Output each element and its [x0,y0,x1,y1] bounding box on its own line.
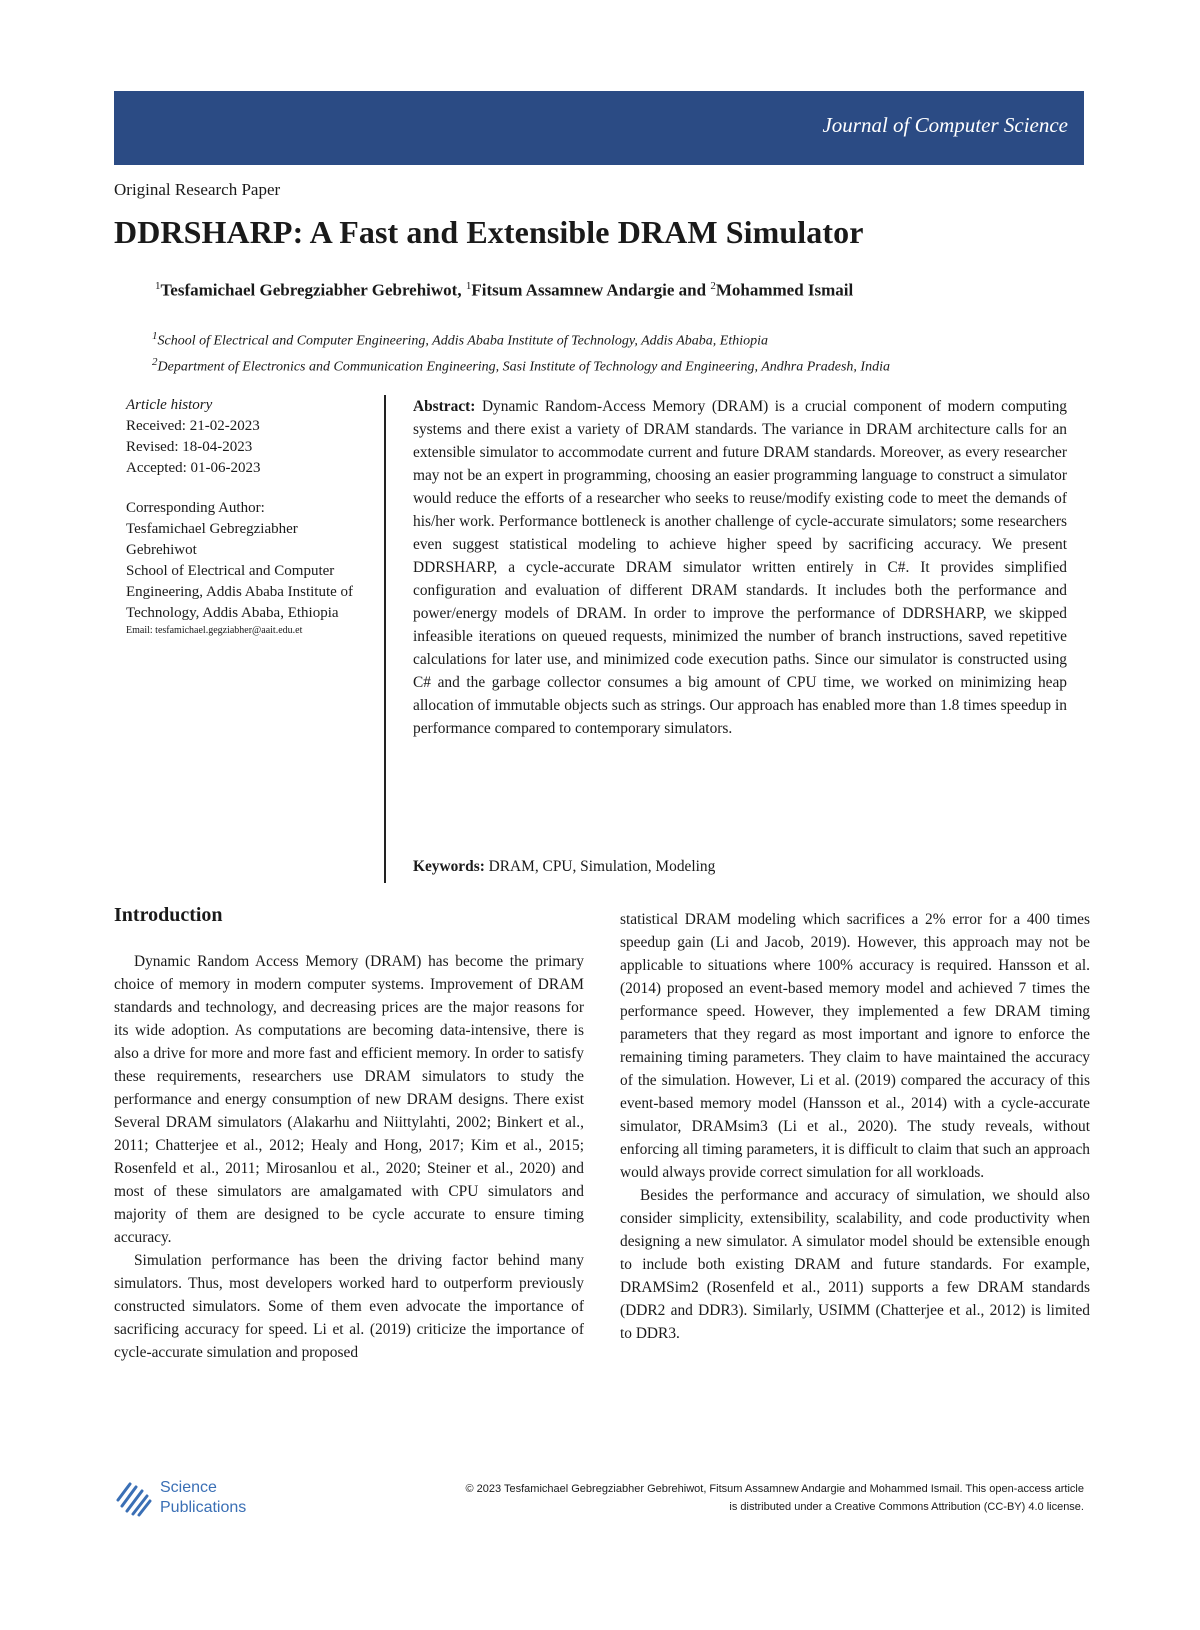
paper-type: Original Research Paper [114,180,281,199]
intro-paragraph-4: Besides the performance and accuracy of simulation, we should also consider simplicity, extensibility, scalability, and code productivity when designing a new simulator. A simulator model should be extensible enough to include both existing DRAM and future standards. For example, DRAMSim2 (Rosenfeld et al., 2011) supports a few DRAM standards (DDR2 and DDR3). Similarly, USIMM (Chatterjee et al., 2012) is limited to DDR3. [620,1187,1090,1342]
author-2-sup: 1 [465,280,472,292]
journal-banner [114,91,1084,165]
authors-line [155,280,853,301]
keywords-label: Keywords: [413,858,485,875]
section-heading-introduction: Introduction [114,904,223,926]
abstract-label: Abstract: [413,398,476,415]
affiliations [152,326,890,377]
affiliation-1-text: School of Electrical and Computer Engineering, Addis Ababa Institute of Technology, Addis Ababa, Ethiopia [157,333,769,349]
keywords [413,858,715,876]
left-column [114,950,584,1364]
affiliation-1 [152,326,890,352]
affiliation-2-text: Department of Electronics and Communication Engineering, Sasi Institute of Technology and Engineering, Andhra Pradesh, India [157,359,890,375]
author-3: Mohammed Ismail [715,280,854,300]
copyright-line-1: © 2023 Tesfamichael Gebregziabher Gebrehiwot, Fitsum Assamnew Andargie and Mohammed Ismail. This open-access article [465,1483,1084,1495]
publisher-logo [114,1478,284,1522]
article-history [126,395,366,638]
intro-paragraph-1: Dynamic Random Access Memory (DRAM) has become the primary choice of memory in modern computer systems. Improvement of DRAM standards and technology, and decreasing prices are the major reasons for its wide adoption. As computations are becoming data-intensive, there is also a drive for more and more fast and efficient memory. In order to satisfy these requirements, researchers use DRAM simulators to study the performance and energy consumption of new DRAM designs. There exist Several DRAM simulators (Alakarhu and Niittylahti, 2002; Binkert et al., 2011; Chatterjee et al., 2012; Healy and Hong, 2017; Kim et al., 2015; Rosenfeld et al., 2011; Mirosanlou et al., 2020; Steiner et al., 2020) and most of these simulators are amalgamated with CPU simulators and majority of them are designed to be cycle accurate to ensure timing accuracy. [114,953,584,1246]
affiliation-2-sup: 2 [152,355,158,368]
keywords-text: DRAM, CPU, Simulation, Modeling [484,858,716,875]
corr-email[interactable]: Email: tesfamichael.gegziabher@aait.edu.et [126,625,303,636]
revised-date: Revised: 18-04-2023 [126,439,253,455]
author-2: Fitsum Assamnew Andargie and [471,280,711,300]
right-column [620,908,1090,1345]
journal-title: Journal of Computer Science [822,113,1068,137]
author-3-sup: 2 [710,280,716,292]
accepted-date: Accepted: 01-06-2023 [126,460,261,476]
author-1-sup: 1 [155,280,161,292]
copyright-notice [384,1480,1084,1516]
abstract [413,395,1067,740]
paper-title: DDRSHARP: A Fast and Extensible DRAM Simulator [114,214,864,250]
received-date: Received: 21-02-2023 [126,418,260,434]
corr-address: School of Electrical and Computer Engineering, Addis Ababa Institute of Technology, Addis Ababa, Ethiopia [126,563,354,621]
logo-line-2: Publications [160,1499,247,1516]
abstract-text: Dynamic Random-Access Memory (DRAM) is a crucial component of modern computing systems and there exist a variety of DRAM standards. The variance in DRAM architecture calls for an extensible simulator to accommodate current and future DRAM standards. Moreover, as every researcher may not be an expert in programming, choosing an easier programming language to construct a simulator would reduce the efforts of a researcher who seeks to reuse/modify existing code to meet the demands of his/her work. Performance bottleneck is another challenge of cycle-accurate simulators; some researchers even suggest statistical modeling to achieve higher speed by sacrificing accuracy. We present DDRSHARP, a cycle-accurate DRAM simulator written entirely in C#. It provides simplified configuration and evaluation of different DRAM standards. It includes both the performance and power/energy models of DRAM. In order to improve the performance of DDRSHARP, we skipped infeasible iterations on queued requests, minimized the number of branch instructions, saved repetitive calculations for later use, and minimized code execution paths. Since our simulator is constructed using C# and the garbage collector consumes a big amount of CPU time, we worked on minimizing heap allocation of immutable objects such as strings. Our approach has enabled more than 1.8 times speedup in performance compared to contemporary simulators. [413,398,1067,737]
intro-paragraph-3: statistical DRAM modeling which sacrifices a 2% error for a 400 times speedup gain (Li and Jacob, 2019). However, this approach may not be applicable to situations where 100% accuracy is required. Hansson et al. (2014) proposed an event-based memory model and achieved 7 times the performance speed. However, they implemented a few DRAM timing parameters that they regard as most important and ignore to enforce the remaining timing parameters. They claim to have maintained the accuracy of the simulation. However, Li et al. (2019) compared the accuracy of this event-based memory model (Hansson et al., 2014) with a cycle-accurate simulator, DRAMsim3 (Li et al., 2020). The study reveals, without enforcing all timing parameters, it is difficult to claim that such an approach would always provide correct simulation for all workloads. [620,911,1090,1181]
corr-label: Corresponding Author: [126,500,265,516]
publisher-logo-icon [114,1478,154,1518]
corresponding-author [126,498,366,638]
affiliation-1-sup: 1 [152,330,158,342]
corr-name: Tesfamichael Gebregziabher Gebrehiwot [126,521,298,558]
logo-line-1: Science [160,1479,217,1496]
affiliation-2 [152,352,890,378]
history-label: Article history [126,397,213,413]
author-1: Tesfamichael Gebregziabher Gebrehiwot, [160,280,466,300]
intro-paragraph-2: Simulation performance has been the driving factor behind many simulators. Thus, most developers worked hard to outperform previously constructed simulators. Some of them even advocate the importance of sacrificing accuracy for speed. Li et al. (2019) criticize the importance of cycle-accurate simulation and proposed [114,1252,584,1361]
abstract-section [384,395,1067,883]
copyright-line-2: is distributed under a Creative Commons Attribution (CC-BY) 4.0 license. [729,1501,1084,1513]
publisher-logo-text [160,1478,246,1518]
